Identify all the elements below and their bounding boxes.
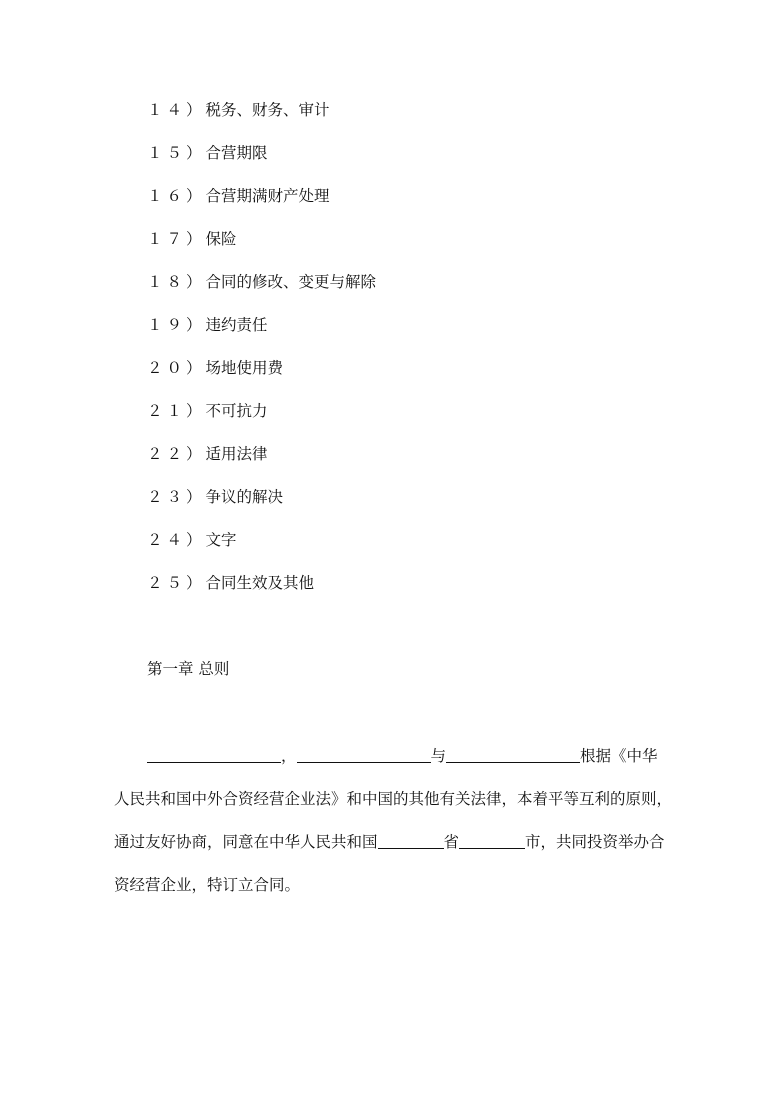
toc-item <box>147 271 376 293</box>
toc-item-number: １６） <box>147 187 206 205</box>
toc-item <box>147 357 283 379</box>
paragraph-text: 通过友好协商，同意在中华人民共和国 <box>114 833 378 851</box>
toc-item <box>147 228 237 250</box>
toc-item-text: 场地使用费 <box>205 359 284 377</box>
toc-item <box>147 314 268 336</box>
toc-item-text: 保险 <box>205 230 237 248</box>
toc-item-text: 税务、财务、审计 <box>205 101 330 119</box>
toc-item-number: ２３） <box>147 488 206 506</box>
paragraph-line <box>147 745 658 767</box>
toc-item-number: １５） <box>147 144 206 162</box>
toc-item-number: １８） <box>147 273 206 291</box>
toc-item-text: 争议的解决 <box>205 488 284 506</box>
paragraph-text: 市，共同投资举办合 <box>525 833 665 851</box>
toc-item <box>147 486 283 508</box>
toc-item-text: 适用法律 <box>205 445 268 463</box>
toc-item-number: １７） <box>147 230 206 248</box>
paragraph-text: 根据《中华 <box>580 747 658 765</box>
toc-item <box>147 99 330 121</box>
party-a-blank <box>147 746 281 763</box>
separator-text: 与 <box>430 747 447 765</box>
toc-item-text: 合同的修改、变更与解除 <box>205 273 377 291</box>
city-blank <box>459 832 525 849</box>
toc-item-number: １４） <box>147 101 206 119</box>
toc-item-number: ２０） <box>147 359 206 377</box>
toc-item-number: ２４） <box>147 531 206 549</box>
toc-item-number: １９） <box>147 316 206 334</box>
paragraph-line: 人民共和国中外合资经营企业法》和中国的其他有关法律，本着平等互利的原则， <box>114 790 673 808</box>
toc-item-text: 合营期限 <box>205 144 268 162</box>
toc-item-text: 不可抗力 <box>205 402 268 420</box>
toc-item <box>147 142 268 164</box>
toc-item-text: 合同生效及其他 <box>205 574 315 592</box>
province-blank <box>378 832 444 849</box>
toc-item-number: ２５） <box>147 574 206 592</box>
toc-item <box>147 400 268 422</box>
separator-text: ， <box>281 747 297 765</box>
paragraph-text: 省 <box>443 833 460 851</box>
toc-item <box>147 529 237 551</box>
toc-item-text: 文字 <box>205 531 237 549</box>
chapter-title: 第一章 总则 <box>147 660 230 678</box>
toc-item-text: 合营期满财产处理 <box>205 187 330 205</box>
toc-item <box>147 185 330 207</box>
paragraph-line <box>114 831 665 853</box>
party-c-blank <box>446 746 580 763</box>
party-b-blank <box>297 746 431 763</box>
toc-item-number: ２２） <box>147 445 206 463</box>
toc-item-text: 违约责任 <box>205 316 268 334</box>
toc-item-number: ２１） <box>147 402 206 420</box>
toc-item <box>147 443 268 465</box>
toc-item <box>147 572 314 594</box>
paragraph-line: 资经营企业，特订立合同。 <box>114 876 301 894</box>
